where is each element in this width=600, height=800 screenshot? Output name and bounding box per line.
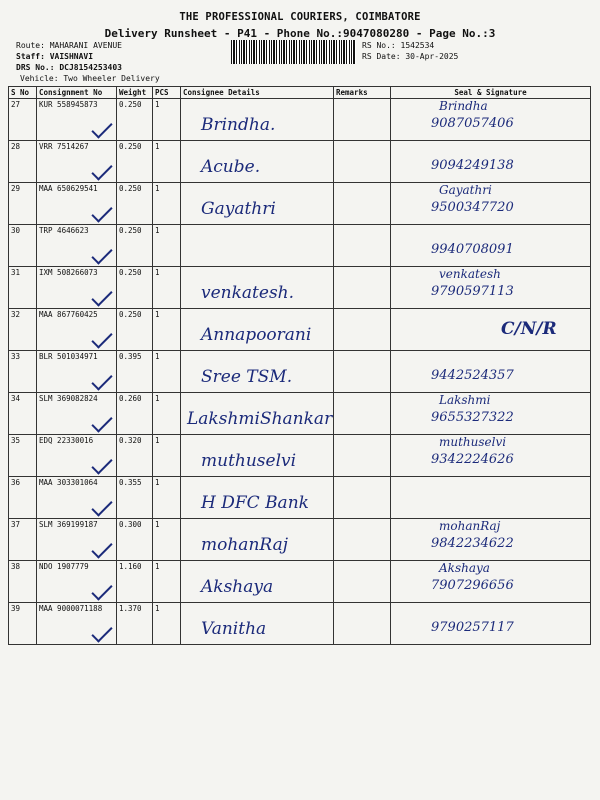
remarks-cell <box>334 603 391 645</box>
consignee-cell <box>181 351 334 393</box>
table-row <box>9 183 591 225</box>
check-mark-icon <box>91 369 112 390</box>
weight-cell: 0.250 <box>117 267 153 309</box>
consignment-cell <box>37 351 117 393</box>
runsheet-subtitle: Delivery Runsheet - P41 - Phone No.:9047080280 - Page No.:3 <box>104 27 496 40</box>
sno-cell: 35 <box>9 435 37 477</box>
consignee-name: Vanitha <box>201 619 267 639</box>
consignment-cell <box>37 561 117 603</box>
consignment-cell <box>37 267 117 309</box>
barcode-image <box>231 40 356 64</box>
pcs-cell: 1 <box>153 435 181 477</box>
handwritten-signature: muthuselvi <box>439 435 507 449</box>
col-remarks: Remarks <box>334 87 391 99</box>
signature-cell <box>391 393 591 435</box>
consignee-cell <box>181 225 334 267</box>
handwritten-phone: 9087057406 <box>431 116 514 131</box>
col-weight: Weight <box>117 87 153 99</box>
weight-cell: 0.320 <box>117 435 153 477</box>
table-row <box>9 603 591 645</box>
remarks-cell <box>334 183 391 225</box>
check-mark-icon <box>91 495 112 516</box>
handwritten-phone: 9342224626 <box>431 452 514 467</box>
check-mark-icon <box>91 453 112 474</box>
sno-cell: 38 <box>9 561 37 603</box>
weight-cell: 0.250 <box>117 183 153 225</box>
runsheet-table <box>8 86 591 645</box>
signature-cell <box>391 435 591 477</box>
col-sno: S No <box>9 87 37 99</box>
remarks-cell <box>334 351 391 393</box>
consignment-number: IXM 508266073 <box>39 268 98 277</box>
table-row <box>9 141 591 183</box>
weight-cell: 1.160 <box>117 561 153 603</box>
handwritten-signature: C/N/R <box>501 319 557 339</box>
vehicle-label: Vehicle: Two Wheeler Delivery <box>20 74 160 83</box>
table-header-row <box>9 87 591 99</box>
handwritten-phone: 9655327322 <box>431 410 514 425</box>
consignment-number: MAA 9000071188 <box>39 604 103 613</box>
consignee-cell <box>181 267 334 309</box>
consignment-number: NDO 1907779 <box>39 562 89 571</box>
weight-cell: 0.260 <box>117 393 153 435</box>
remarks-cell <box>334 309 391 351</box>
consignee-name: Sree TSM. <box>201 367 293 387</box>
pcs-cell: 1 <box>153 603 181 645</box>
consignee-name: Annapoorani <box>201 325 312 345</box>
handwritten-phone: 9442524357 <box>431 368 514 383</box>
consignee-name: Brindha. <box>201 115 276 135</box>
weight-cell: 0.250 <box>117 99 153 141</box>
consignee-name: Acube. <box>201 157 261 177</box>
weight-cell: 0.300 <box>117 519 153 561</box>
handwritten-signature: Lakshmi <box>439 393 491 407</box>
table-row <box>9 225 591 267</box>
pcs-cell: 1 <box>153 309 181 351</box>
handwritten-signature: mohanRaj <box>439 519 501 533</box>
consignment-cell <box>37 309 117 351</box>
pcs-cell: 1 <box>153 351 181 393</box>
consignee-name: mohanRaj <box>201 535 288 555</box>
consignment-number: TRP 4646623 <box>39 226 89 235</box>
pcs-cell: 1 <box>153 519 181 561</box>
weight-cell: 0.355 <box>117 477 153 519</box>
sno-cell: 31 <box>9 267 37 309</box>
remarks-cell <box>334 561 391 603</box>
remarks-cell <box>334 393 391 435</box>
remarks-cell <box>334 267 391 309</box>
consignee-name: H DFC Bank <box>201 493 309 513</box>
rs-date: RS Date: 30-Apr-2025 <box>362 52 459 61</box>
table-row <box>9 435 591 477</box>
sno-cell: 37 <box>9 519 37 561</box>
check-mark-icon <box>91 621 112 642</box>
consignee-cell <box>181 309 334 351</box>
consignee-name: LakshmiShankar <box>187 409 333 429</box>
consignment-number: KUR 558945873 <box>39 100 98 109</box>
handwritten-signature: Gayathri <box>439 183 492 197</box>
table-row <box>9 267 591 309</box>
staff-label: Staff: VAISHNAVI <box>16 52 94 61</box>
table-row <box>9 351 591 393</box>
table-row <box>9 309 591 351</box>
check-mark-icon <box>91 327 112 348</box>
check-mark-icon <box>91 117 112 138</box>
check-mark-icon <box>91 159 112 180</box>
consignee-name: Akshaya <box>201 577 274 597</box>
consignee-cell <box>181 183 334 225</box>
table-row <box>9 477 591 519</box>
consignee-cell <box>181 393 334 435</box>
pcs-cell: 1 <box>153 141 181 183</box>
handwritten-signature: venkatesh <box>439 267 501 281</box>
col-consignment: Consignment No <box>37 87 117 99</box>
consignment-cell <box>37 603 117 645</box>
consignee-cell <box>181 519 334 561</box>
consignment-cell <box>37 99 117 141</box>
consignment-cell <box>37 477 117 519</box>
remarks-cell <box>334 99 391 141</box>
handwritten-phone: 9094249138 <box>431 158 514 173</box>
handwritten-phone: 7907296656 <box>431 578 514 593</box>
signature-cell <box>391 477 591 519</box>
remarks-cell <box>334 519 391 561</box>
consignee-name: muthuselvi <box>201 451 297 471</box>
consignee-cell <box>181 99 334 141</box>
pcs-cell: 1 <box>153 99 181 141</box>
document-title: THE PROFESSIONAL COURIERS, COIMBATORE <box>179 11 421 23</box>
col-signature: Seal & Signature <box>391 87 591 99</box>
signature-cell <box>391 141 591 183</box>
pcs-cell: 1 <box>153 225 181 267</box>
table-row <box>9 99 591 141</box>
signature-cell <box>391 309 591 351</box>
pcs-cell: 1 <box>153 267 181 309</box>
remarks-cell <box>334 225 391 267</box>
check-mark-icon <box>91 243 112 264</box>
handwritten-phone: 9790257117 <box>431 620 514 635</box>
handwritten-phone: 9790597113 <box>431 284 514 299</box>
check-mark-icon <box>91 285 112 306</box>
consignee-cell <box>181 477 334 519</box>
consignment-cell <box>37 141 117 183</box>
weight-cell: 1.370 <box>117 603 153 645</box>
consignment-number: VRR 7514267 <box>39 142 89 151</box>
handwritten-phone: 9940708091 <box>431 242 514 257</box>
sno-cell: 30 <box>9 225 37 267</box>
handwritten-phone: 9842234622 <box>431 536 514 551</box>
consignee-cell <box>181 141 334 183</box>
signature-cell <box>391 561 591 603</box>
remarks-cell <box>334 477 391 519</box>
weight-cell: 0.250 <box>117 141 153 183</box>
table-row <box>9 561 591 603</box>
drs-number: DRS No.: DCJ8154253403 <box>16 63 122 72</box>
sno-cell: 39 <box>9 603 37 645</box>
signature-cell <box>391 351 591 393</box>
consignment-number: MAA 650629541 <box>39 184 98 193</box>
signature-cell <box>391 603 591 645</box>
check-mark-icon <box>91 579 112 600</box>
handwritten-phone: 9500347720 <box>431 200 514 215</box>
consignment-number: BLR 501034971 <box>39 352 98 361</box>
weight-cell: 0.250 <box>117 225 153 267</box>
route-label: Route: MAHARANI AVENUE <box>16 41 122 50</box>
check-mark-icon <box>91 411 112 432</box>
sno-cell: 33 <box>9 351 37 393</box>
consignment-cell <box>37 183 117 225</box>
sno-cell: 27 <box>9 99 37 141</box>
consignment-cell <box>37 393 117 435</box>
sno-cell: 29 <box>9 183 37 225</box>
col-pcs: PCS <box>153 87 181 99</box>
consignee-name: venkatesh. <box>201 283 295 303</box>
signature-cell <box>391 267 591 309</box>
pcs-cell: 1 <box>153 393 181 435</box>
table-row <box>9 519 591 561</box>
pcs-cell: 1 <box>153 561 181 603</box>
remarks-cell <box>334 141 391 183</box>
sno-cell: 32 <box>9 309 37 351</box>
remarks-cell <box>334 435 391 477</box>
table-row <box>9 393 591 435</box>
consignee-cell <box>181 435 334 477</box>
consignee-name: Gayathri <box>201 199 276 219</box>
consignment-number: MAA 303301064 <box>39 478 98 487</box>
consignment-number: SLM 369199187 <box>39 520 98 529</box>
sno-cell: 28 <box>9 141 37 183</box>
check-mark-icon <box>91 537 112 558</box>
pcs-cell: 1 <box>153 477 181 519</box>
sno-cell: 36 <box>9 477 37 519</box>
pcs-cell: 1 <box>153 183 181 225</box>
consignee-cell <box>181 603 334 645</box>
rs-number: RS No.: 1542534 <box>362 41 435 50</box>
consignee-cell <box>181 561 334 603</box>
handwritten-signature: Brindha <box>439 99 488 113</box>
col-consignee: Consignee Details <box>181 87 334 99</box>
consignment-number: SLM 369082824 <box>39 394 98 403</box>
weight-cell: 0.250 <box>117 309 153 351</box>
consignment-cell <box>37 435 117 477</box>
signature-cell <box>391 225 591 267</box>
consignment-cell <box>37 225 117 267</box>
sno-cell: 34 <box>9 393 37 435</box>
consignment-number: MAA 867760425 <box>39 310 98 319</box>
signature-cell <box>391 183 591 225</box>
check-mark-icon <box>91 201 112 222</box>
consignment-number: EDQ 22330016 <box>39 436 94 445</box>
consignment-cell <box>37 519 117 561</box>
weight-cell: 0.395 <box>117 351 153 393</box>
signature-cell <box>391 519 591 561</box>
signature-cell <box>391 99 591 141</box>
handwritten-signature: Akshaya <box>439 561 490 575</box>
